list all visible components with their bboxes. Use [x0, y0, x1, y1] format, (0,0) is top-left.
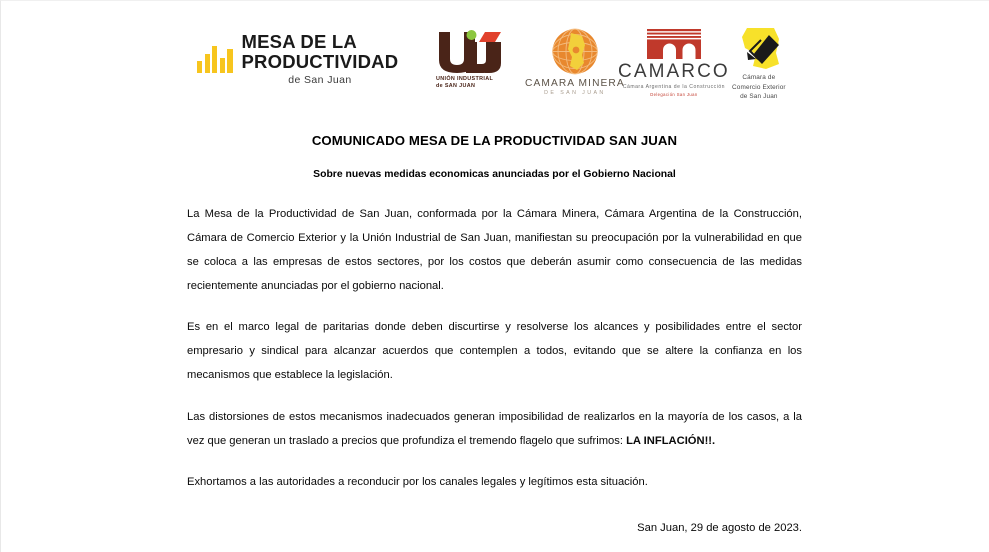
paragraph-3-lead: Las distorsiones de estos mecanismos inadecuados generan imposibilidad de realizarlos en la mayoría de los casos, a la vez que generan un traslado a precios que profundiza el tremendo flagelo que sufrimos:	[187, 410, 802, 447]
logo-union-industrial-san-juan	[433, 29, 507, 91]
uisj-caption-line1: UNIÓN INDUSTRIAL	[436, 76, 494, 82]
logo-camarco	[618, 29, 730, 97]
camarco-subtitle: Cámara Argentina de la Construcción	[622, 84, 725, 90]
logo-camara-comercio-exterior	[732, 26, 786, 102]
signature-line: San Juan, 29 de agosto de 2023.	[637, 521, 802, 534]
mesa-logo-line1: MESA DE LA	[241, 31, 357, 52]
document-body	[187, 133, 802, 534]
page-title: COMUNICADO MESA DE LA PRODUCTIVIDAD SAN JUAN	[311, 133, 678, 148]
cce-caption-line2: Comercio Exterior	[732, 83, 786, 91]
aqueduct-arches-icon	[647, 29, 701, 59]
logo-mesa-de-la-productividad	[197, 33, 398, 86]
camarco-title: CAMARCO	[618, 61, 730, 82]
uisj-caption-line2: de SAN JUAN	[436, 83, 476, 90]
mesa-logo-line2: PRODUCTIVIDAD	[241, 50, 399, 72]
paragraph-3	[187, 405, 802, 453]
uisj-monogram-icon	[433, 29, 507, 75]
paragraph-2: Es en el marco legal de paritarias donde deben discurtirse y resolverse los alcances y posibilidades entre el sector empresario y sindical para alcanzar acuerdos que contemplen a todos, evitando que se altere la confianza en los mecanismos que establece la legislación.	[187, 321, 802, 382]
minera-title: CAMARA MINERA	[525, 78, 625, 89]
logo-camara-minera	[525, 28, 625, 96]
logo-header-bar	[1, 23, 989, 103]
paragraph-1: La Mesa de la Productividad de San Juan, conformada por la Cámara Minera, Cámara Argentina de la Construcción, Cámara de Comercio Exterior y la Unión Industrial de San Juan, manifiestan su preocupación por la vulnerabilidad en que se coloca a las empresas de estos sectores, por los costos que deberán asumir como consecuencia de las medidas recientemente anunciadas por el gobierno nacional.	[187, 208, 802, 293]
mesa-logo-line3: de San Juan	[288, 74, 352, 86]
cce-caption-line1: Cámara de	[742, 74, 776, 81]
cce-caption-line3: de San Juan	[740, 93, 778, 101]
bar-chart-icon	[197, 46, 233, 73]
globe-icon	[551, 28, 599, 75]
uisj-caption	[433, 76, 507, 91]
camarco-tagline: Delegación San Juan	[650, 92, 698, 97]
san-juan-map-arrow-icon	[733, 26, 785, 71]
cce-caption	[732, 73, 786, 102]
paragraph-4: Exhortamos a las autoridades a reconducir por los canales legales y legítimos esta situación.	[187, 475, 648, 488]
inflation-emphasis: LA INFLACIÓN!!.	[626, 434, 716, 447]
page-subtitle: Sobre nuevas medidas economicas anunciadas por el Gobierno Nacional	[313, 169, 676, 180]
minera-subtitle: DE SAN JUAN	[544, 90, 606, 96]
